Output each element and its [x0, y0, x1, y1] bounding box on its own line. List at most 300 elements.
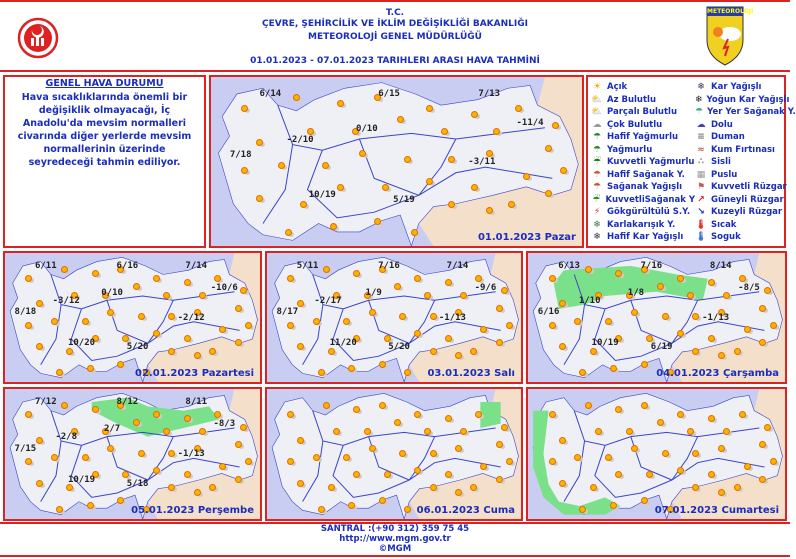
website-link[interactable]: http://www.mgm.gov.tr: [339, 534, 451, 544]
sun-icon: [92, 406, 99, 413]
temperature-label: 6/16: [116, 260, 139, 271]
legend-item-sleet: [591, 219, 695, 232]
temperature-label: 8/11: [185, 397, 208, 407]
temperature-label: 6/19: [650, 342, 673, 353]
legend-item-heavy-showers: [591, 194, 695, 207]
temperature-label: 6/11: [34, 260, 57, 271]
snow-icon: ❄: [697, 82, 705, 93]
temperature-label: 6/14: [259, 88, 282, 99]
meteorology-logo-text: METEOROLOJİ: [707, 8, 754, 15]
legend-item-cloudy: [591, 119, 695, 132]
sun-icon: [496, 476, 503, 483]
map-day-1: [209, 75, 584, 248]
sleet-icon: ❄: [593, 219, 601, 230]
sun-icon: [739, 275, 746, 282]
sun-icon: [245, 322, 252, 329]
sun-icon: [718, 352, 725, 359]
legend-item-fog: [695, 156, 789, 169]
map-date: 07.01.2023 Cumartesi: [654, 505, 779, 516]
sun-icon: [397, 116, 404, 123]
sun-icon: [209, 348, 216, 355]
sun-icon: [496, 305, 503, 312]
temperature-label: 1/10: [578, 295, 601, 306]
map-day-7: [526, 387, 787, 521]
temperature-label: -11/4: [516, 117, 544, 128]
sun-icon: [399, 450, 406, 457]
sun-icon: [25, 275, 32, 282]
legend-label: Kuzeyli Rüzgar: [711, 207, 783, 218]
sun-icon: [214, 275, 221, 282]
hot-icon: 🌡: [695, 219, 707, 230]
sun-icon: [194, 352, 201, 359]
temperature-label: 7/15: [14, 443, 37, 454]
sun-icon: [51, 454, 58, 461]
legend-label: Sağanak Yağışlı: [607, 182, 683, 193]
map-date: 02.01.2023 Pazartesi: [135, 368, 254, 379]
sun-icon: [739, 411, 746, 418]
sun-icon: [471, 184, 478, 191]
temperature-label: 1/8: [627, 287, 645, 298]
sun-icon: [337, 100, 344, 107]
sun-icon: [322, 162, 329, 169]
sun-icon: ☀: [592, 82, 602, 93]
sun-icon: [770, 322, 777, 329]
temperature-label: -1/13: [177, 449, 205, 459]
few-clouds-icon: ⛅: [591, 94, 603, 105]
sun-icon: [723, 292, 730, 299]
sun-icon: [445, 415, 452, 422]
sun-icon: [287, 275, 294, 282]
sun-icon: [318, 506, 325, 513]
sun-icon: [153, 411, 160, 418]
sun-icon: [133, 419, 140, 426]
sun-icon: [214, 411, 221, 418]
sun-icon: [455, 352, 462, 359]
copyright: ©MGM: [378, 544, 412, 554]
sun-icon: [677, 467, 684, 474]
legend-label: KuvvetliSağanak Y: [605, 194, 695, 205]
temperature-label: 7/16: [378, 260, 400, 271]
sun-icon: [184, 471, 191, 478]
temperature-label: 5/20: [388, 342, 410, 353]
sun-icon: [744, 463, 751, 470]
sun-icon: [626, 428, 633, 435]
sun-icon: [138, 313, 145, 320]
sun-icon: [734, 348, 741, 355]
sun-icon: [545, 190, 552, 197]
temperature-label: 8/17: [276, 307, 299, 318]
sun-icon: [445, 335, 452, 342]
forecast-period-title: 01.01.2023 - 07.01.2023 TARIHLERI ARASI HAVA TAHMİNİ: [250, 56, 540, 66]
south-wind-icon: ↗: [697, 194, 705, 205]
sun-icon: [235, 339, 242, 346]
sun-icon: [61, 266, 68, 273]
header-divider: [0, 70, 790, 72]
weather-map: [528, 253, 785, 382]
sun-icon: [734, 484, 741, 491]
footer-divider-bottom: [0, 555, 790, 557]
legend-label: Puslu: [711, 169, 738, 180]
sun-icon: [36, 300, 43, 307]
sun-icon: [138, 450, 145, 457]
sun-icon: [328, 348, 335, 355]
sun-icon: [549, 458, 556, 465]
legend-item-heavy-rain: [591, 156, 695, 169]
sun-icon: [66, 348, 73, 355]
sun-icon: [560, 167, 567, 174]
temperature-label: 5/20: [126, 342, 149, 353]
sun-icon: [549, 322, 556, 329]
sun-icon: [382, 184, 389, 191]
temperature-label: 6/16: [537, 307, 560, 318]
sun-icon: [36, 480, 43, 487]
sun-icon: [414, 411, 421, 418]
sun-icon: [460, 292, 467, 299]
sun-icon: [36, 437, 43, 444]
weather-map: [267, 253, 521, 382]
sun-icon: [430, 313, 437, 320]
sun-icon: [92, 270, 99, 277]
map-date: 06.01.2023 Cuma: [416, 505, 515, 516]
sun-icon: [82, 454, 89, 461]
sun-icon: [493, 128, 500, 135]
sun-icon: [184, 415, 191, 422]
temperature-label: 11/20: [329, 338, 357, 349]
sandstorm-icon: ≈: [697, 144, 705, 155]
sun-icon: [323, 402, 330, 409]
heavy-rain-icon: ☔: [592, 157, 602, 168]
sun-icon: [287, 411, 294, 418]
strong-wind-icon: ⚑: [696, 182, 706, 193]
legend-item-cold: [695, 231, 789, 244]
footer: [0, 524, 790, 554]
legend-panel: [586, 75, 796, 248]
legend-item-light-snow: [591, 231, 695, 244]
sun-icon: [662, 450, 669, 457]
sun-icon: [348, 502, 355, 509]
sun-icon: [56, 506, 63, 513]
turkey-map: [528, 389, 785, 519]
map-date: 04.01.2023 Çarşamba: [656, 368, 779, 379]
sun-icon: [759, 476, 766, 483]
legend-item-few-clouds: [591, 94, 695, 107]
sun-icon: [486, 207, 493, 214]
sun-icon: [455, 489, 462, 496]
legend-label: Duman: [711, 132, 745, 143]
sun-icon: [708, 335, 715, 342]
temperature-label: -2/10: [286, 134, 314, 145]
sun-icon: [445, 279, 452, 286]
legend-item-snow: [695, 81, 789, 94]
temperature-label: 10/19: [591, 338, 619, 349]
sun-icon: [759, 305, 766, 312]
sun-icon: [545, 145, 552, 152]
sun-icon: [496, 441, 503, 448]
sun-icon: [107, 309, 114, 316]
temperature-label: 7/14: [185, 260, 208, 271]
sun-icon: [256, 139, 263, 146]
weather-map: [5, 253, 260, 382]
sun-icon: [256, 195, 263, 202]
sun-icon: [549, 411, 556, 418]
weather-map: [528, 389, 785, 519]
temperature-label: 7/16: [640, 260, 663, 271]
sun-icon: [384, 335, 391, 342]
light-showers-icon: ☂: [592, 169, 602, 180]
legend-label: Kar Yağışlı: [711, 82, 762, 93]
map-day-6: [265, 387, 523, 521]
sun-icon: [404, 156, 411, 163]
sun-icon: [770, 458, 777, 465]
sun-icon: [87, 365, 94, 372]
temperature-label: 10/20: [67, 338, 96, 349]
temperature-label: 7/12: [34, 397, 57, 407]
legend-label: Yer Yer Sağanak Y.: [707, 107, 796, 118]
sun-icon: [471, 111, 478, 118]
sun-icon: [646, 335, 653, 342]
sun-icon: [708, 415, 715, 422]
temperature-label: -10/6: [210, 282, 238, 293]
temperature-label: 0/10: [355, 124, 378, 135]
general-weather-text: Hava sıcaklıklarında önemli bir değişiklik olmayacağı, İç Anadolu'da mevsim normalleri civarında diğer yerlerde mevsim normallerinin üzerinde seyredeceği tahmin ediliyor.: [17, 92, 192, 168]
sun-icon: [585, 402, 592, 409]
legend-item-haze: [695, 169, 789, 182]
sun-icon: [430, 484, 437, 491]
temperature-label: 7/18: [229, 149, 252, 160]
legend-label: Soguk: [711, 232, 741, 243]
sun-icon: [82, 318, 89, 325]
temperature-label: 5/11: [296, 260, 319, 271]
sun-icon: [559, 480, 566, 487]
legend-label: Gökgürültülü S.Y.: [607, 207, 691, 218]
map-day-5: [3, 387, 262, 521]
legend-label: Dolu: [711, 119, 733, 130]
sun-icon: [364, 428, 371, 435]
sun-icon: [199, 428, 206, 435]
map-day-2: [3, 251, 262, 384]
sun-icon: [240, 287, 247, 294]
sun-icon: [133, 283, 140, 290]
sun-icon: [235, 476, 242, 483]
legend-label: Parçalı Bulutlu: [607, 107, 678, 118]
temperature-label: -1/13: [438, 312, 466, 323]
turkey-map: [5, 389, 260, 519]
legend-label: Yağmurlu: [607, 144, 653, 155]
fog-icon: ∴: [697, 157, 705, 168]
temperature-label: -1/13: [702, 312, 730, 323]
sun-icon: [590, 348, 597, 355]
sun-icon: [662, 313, 669, 320]
north-wind-icon: ↘: [697, 207, 705, 218]
sun-icon: [168, 348, 175, 355]
sun-icon: [240, 424, 247, 431]
sun-icon: [379, 361, 386, 368]
showers-icon: ☂: [592, 182, 602, 193]
sun-icon: [574, 318, 581, 325]
weather-map: [5, 389, 260, 519]
sun-icon: [36, 343, 43, 350]
cloudy-icon: ☁: [592, 119, 602, 130]
sun-icon: [657, 283, 664, 290]
legend-label: Kum Fırtınası: [711, 144, 775, 155]
rain-icon: ☂: [592, 144, 602, 155]
turkey-map: [267, 253, 521, 382]
scattered-showers-icon: ☂: [695, 107, 704, 118]
sun-icon: [657, 419, 664, 426]
temperature-label: 1/9: [365, 287, 382, 298]
map-date: 03.01.2023 Salı: [427, 368, 515, 379]
sun-icon: [501, 424, 508, 431]
sun-icon: [87, 502, 94, 509]
sun-icon: [677, 411, 684, 418]
sun-icon: [610, 502, 617, 509]
sun-icon: [441, 128, 448, 135]
sun-icon: [184, 279, 191, 286]
temperature-label: -8/5: [738, 282, 760, 293]
sun-icon: [475, 411, 482, 418]
temperature-label: -9/6: [474, 282, 497, 293]
temperature-label: 6/15: [378, 88, 400, 99]
sun-icon: [219, 463, 226, 470]
sun-icon: [333, 428, 340, 435]
sun-icon: [241, 167, 248, 174]
temperature-label: -2/12: [177, 312, 205, 323]
sun-icon: [199, 292, 206, 299]
legend-item-hail: [695, 119, 789, 132]
temperature-label: 5/19: [393, 195, 415, 206]
legend-item-scattered-showers: [695, 106, 796, 119]
sun-icon: [590, 484, 597, 491]
sun-icon: [708, 279, 715, 286]
sun-icon: [245, 458, 252, 465]
sun-icon: [51, 318, 58, 325]
sun-icon: [641, 361, 648, 368]
sun-icon: [744, 326, 751, 333]
legend-label: Karlakarışık Y.: [607, 219, 676, 230]
sun-icon: [323, 266, 330, 273]
turkey-map: [528, 253, 785, 382]
legend-item-heavy-snow: [695, 94, 789, 107]
sun-icon: [506, 322, 513, 329]
sun-icon: [241, 105, 248, 112]
sun-icon: [470, 348, 477, 355]
turkey-map: [211, 77, 582, 246]
sun-icon: [369, 309, 376, 316]
legend-item-smoke: [695, 131, 789, 144]
sun-icon: [153, 467, 160, 474]
legend-item-light-showers: [591, 169, 695, 182]
sun-icon: [523, 173, 530, 180]
light-rain-icon: ☂: [592, 132, 602, 143]
map-date: 01.01.2023 Pazar: [477, 232, 576, 243]
sun-icon: [235, 305, 242, 312]
sun-icon: [595, 428, 602, 435]
legend-item-north-wind: [695, 206, 789, 219]
legend-item-rain: [591, 144, 695, 157]
sun-icon: [318, 369, 325, 376]
sun-icon: [153, 275, 160, 282]
ministry-name: ÇEVRE, ŞEHİRCİLİK VE İKLİM DEĞİŞİKLİĞİ BAKANLIĞI: [262, 19, 528, 29]
sun-icon: [549, 275, 556, 282]
weather-map: [267, 389, 521, 519]
weather-map: [211, 77, 582, 246]
legend-item-showers: [591, 181, 695, 194]
hail-icon: ☁: [696, 119, 706, 130]
sun-icon: [379, 402, 386, 409]
map-day-3: [265, 251, 523, 384]
legend-item-sun: [591, 81, 695, 94]
sun-icon: [631, 309, 638, 316]
phone-number: SANTRAL :(+90 312) 359 75 45: [320, 524, 470, 534]
temperature-label: 10/19: [67, 475, 96, 485]
sun-icon: [718, 489, 725, 496]
legend-label: Az Bulutlu: [607, 94, 657, 105]
header: [0, 0, 790, 72]
light-snow-icon: ❄: [593, 232, 601, 243]
temperature-label: 0/10: [101, 287, 123, 298]
temperature-label: -8/3: [213, 419, 236, 430]
legend-item-sandstorm: [695, 144, 789, 157]
sun-icon: [168, 450, 175, 457]
sun-icon: [163, 292, 170, 299]
rain-area: [480, 402, 500, 428]
sun-icon: [313, 454, 320, 461]
temperature-label: 7/14: [446, 260, 469, 271]
temperature-label: 5/18: [126, 478, 149, 489]
turkey-map: [267, 389, 521, 519]
sun-icon: [117, 361, 124, 368]
sun-icon: [508, 201, 515, 208]
legend-label: Hafif Sağanak Y.: [607, 169, 685, 180]
sun-icon: [430, 450, 437, 457]
sun-icon: [585, 266, 592, 273]
temperature-label: 10/19: [308, 190, 336, 201]
sun-icon: [610, 365, 617, 372]
temperature-label: 6/13: [558, 260, 580, 271]
sun-icon: [559, 437, 566, 444]
sun-icon: [496, 339, 503, 346]
sun-icon: [293, 94, 300, 101]
haze-icon: ▦: [696, 169, 706, 180]
legend-label: Hafif Yağmurlu: [607, 132, 679, 143]
temperature-label: -2/8: [55, 432, 78, 443]
sun-icon: [475, 275, 482, 282]
header-tc: T.C.: [385, 8, 405, 18]
turkey-map: [5, 253, 260, 382]
heavy-showers-icon: ☔: [592, 194, 601, 205]
heavy-snow-icon: ❄: [695, 94, 703, 105]
sun-icon: [430, 348, 437, 355]
sun-icon: [677, 275, 684, 282]
sun-icon: [278, 162, 285, 169]
sun-icon: [194, 489, 201, 496]
sun-icon: [122, 335, 129, 342]
sun-icon: [235, 441, 242, 448]
sun-icon: [313, 318, 320, 325]
directorate-name: METEOROLOJİ GENEL MÜDÜRLÜĞÜ: [308, 32, 482, 42]
temperature-label: 7/13: [478, 88, 501, 99]
temperature-label: 8/14: [709, 260, 732, 271]
sun-icon: [460, 428, 467, 435]
sun-icon: [687, 292, 694, 299]
sun-icon: [480, 463, 487, 470]
temperature-label: -2/17: [314, 295, 342, 306]
general-weather-title: GENEL HAVA DURUMU: [45, 78, 164, 89]
legend-item-hot: [695, 219, 789, 232]
legend-label: Sisli: [711, 157, 731, 168]
sun-icon: [343, 318, 350, 325]
smoke-icon: ≡: [697, 132, 705, 143]
